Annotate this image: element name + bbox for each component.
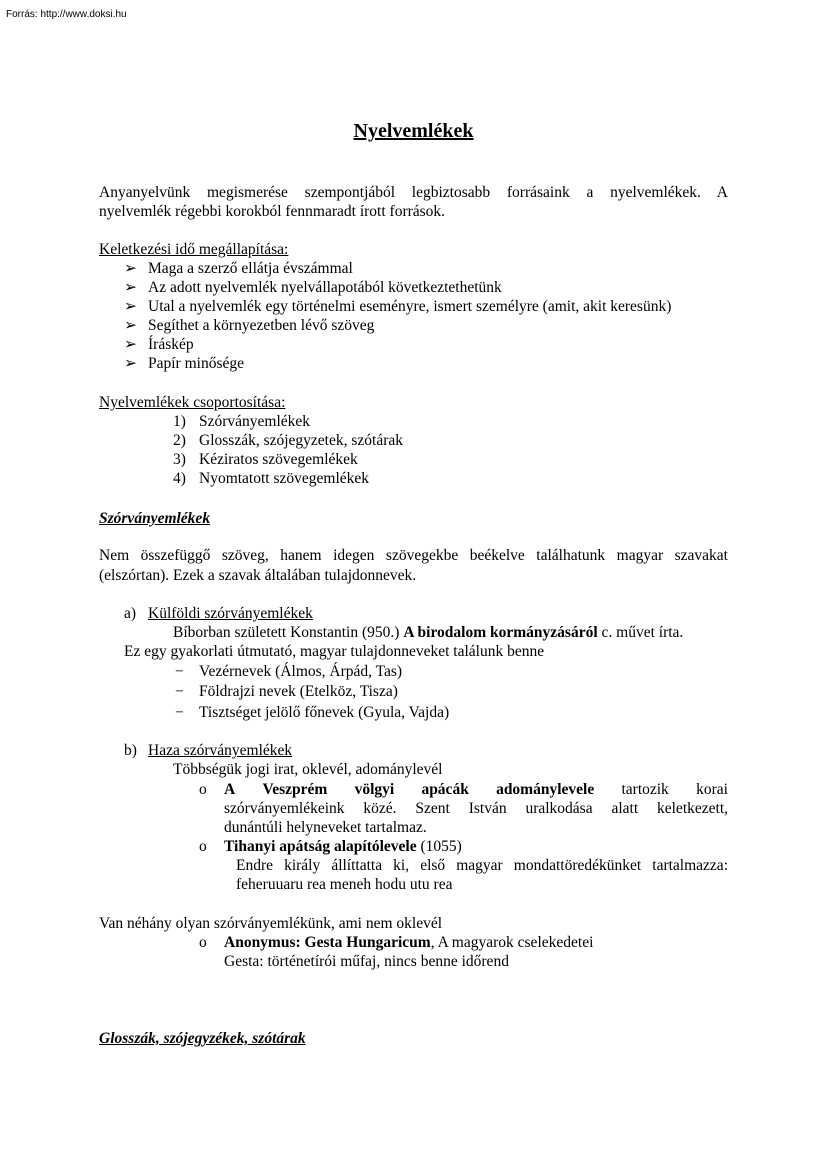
list-number: 4) xyxy=(173,470,186,487)
dating-heading: Keletkezési idő megállapítása: xyxy=(99,241,289,258)
list-number: 1) xyxy=(173,413,186,430)
scattered-desc-line-2: (elszórtan). Ezek a szavak általában tulajdonnevek. xyxy=(99,567,417,584)
veszprem-line-3: dunántúli helyneveket tartalmaz. xyxy=(224,819,427,836)
list-item-text: Az adott nyelvemlék nyelvállapotából következtethetünk xyxy=(148,279,502,296)
list-item-text: Íráskép xyxy=(148,336,194,353)
list-item-text: Utal a nyelvemlék egy történelmi eseményre, ismert személyre (amit, akit keresünk) xyxy=(148,298,672,315)
list-item xyxy=(124,354,137,373)
anonymus-line-2: Gesta: történetírói műfaj, nincs benne időrend xyxy=(224,953,509,970)
arrow-bullet-icon: ➢ xyxy=(124,298,137,315)
scattered-desc-line-1: Nem összefüggő szöveg, hanem idegen szövegekbe beékelve találhatunk magyar szavakat xyxy=(99,547,728,564)
list-item xyxy=(124,297,137,316)
arrow-bullet-icon: ➢ xyxy=(124,355,137,372)
intro-line-1: Anyanyelvünk megismerése szempontjából legbiztosabb forrásaink a nyelvemlékek. A xyxy=(99,184,728,201)
list-item-text: Glosszák, szójegyzetek, szótárak xyxy=(199,432,404,449)
list-number: 2) xyxy=(173,432,186,449)
list-item xyxy=(124,259,137,278)
list-item xyxy=(124,278,137,297)
foreign-line-1: Bíborban született Konstantin (950.) A birodalom kormányzásáról c. művet írta. xyxy=(173,624,684,641)
arrow-bullet-icon: ➢ xyxy=(124,260,137,277)
circle-bullet-icon: o xyxy=(199,934,207,951)
list-item-text: Nyomtatott szövegemlékek xyxy=(199,470,370,487)
work-title: A birodalom kormányzásáról xyxy=(403,624,598,641)
list-item-text: Segíthet a környezetben lévő szöveg xyxy=(148,317,375,334)
list-number: 3) xyxy=(173,451,186,468)
section-heading-glosses: Glosszák, szójegyzékek, szótárak xyxy=(99,1030,306,1047)
other-intro: Van néhány olyan szórványemlékünk, ami nem oklevél xyxy=(99,915,443,932)
arrow-bullet-icon: ➢ xyxy=(124,336,137,353)
circle-bullet-icon: o xyxy=(199,838,207,855)
arrow-bullet-icon: ➢ xyxy=(124,317,137,334)
circle-bullet-icon: o xyxy=(199,781,207,798)
domestic-heading: Haza szórványemlékek xyxy=(148,742,293,759)
foreign-heading: Külföldi szórványemlékek xyxy=(148,605,313,622)
veszprem-line-2: szórványemlékeink közé. Szent István uralkodása alatt keletkezett, xyxy=(224,800,728,817)
tihany-line-3: feheruuaru rea meneh hodu utu rea xyxy=(236,876,453,893)
dash-bullet-icon: − xyxy=(175,704,184,721)
subsection-marker: b) xyxy=(124,742,137,759)
list-item-text: Szórványemlékek xyxy=(199,413,311,430)
list-item-text: Kéziratos szövegemlékek xyxy=(199,451,358,468)
grouping-heading: Nyelvemlékek csoportosítása: xyxy=(99,394,286,411)
list-item-text: Vezérnevek (Álmos, Árpád, Tas) xyxy=(199,663,403,680)
list-item-text: Maga a szerző ellátja évszámmal xyxy=(148,260,353,277)
anonymus-line-1: Anonymus: Gesta Hungaricum, A magyarok cselekedetei xyxy=(224,934,594,951)
tihany-line-1: Tihanyi apátság alapítólevele (1055) xyxy=(224,838,462,855)
domestic-intro: Többségük jogi irat, oklevél, adománylevél xyxy=(173,761,443,778)
page-title: Nyelvemlékek xyxy=(353,120,474,142)
arrow-bullet-icon: ➢ xyxy=(124,279,137,296)
foreign-line-2: Ez egy gyakorlati útmutató, magyar tulajdonneveket találunk benne xyxy=(124,643,545,660)
source-note: Forrás: http://www.doksi.hu xyxy=(6,9,127,20)
list-item-text: Földrajzi nevek (Etelköz, Tisza) xyxy=(199,683,398,700)
subsection-marker: a) xyxy=(124,605,137,622)
list-item-text: Tisztséget jelölő főnevek (Gyula, Vajda) xyxy=(199,704,450,721)
list-item xyxy=(124,335,137,354)
intro-line-2: nyelvemlék régebbi korokból fennmaradt írott források. xyxy=(99,203,446,220)
list-item-text: Papír minősége xyxy=(148,355,244,372)
tihany-line-2: Endre király állíttatta ki, első magyar mondattöredékünket tartalmazza: xyxy=(236,857,728,874)
section-heading-scattered: Szórványemlékek xyxy=(99,510,211,527)
dash-bullet-icon: − xyxy=(175,663,184,680)
veszprem-line-1: A Veszprém völgyi apácák adománylevele tartozik korai xyxy=(224,781,728,798)
dash-bullet-icon: − xyxy=(175,683,184,700)
list-item xyxy=(124,316,137,335)
